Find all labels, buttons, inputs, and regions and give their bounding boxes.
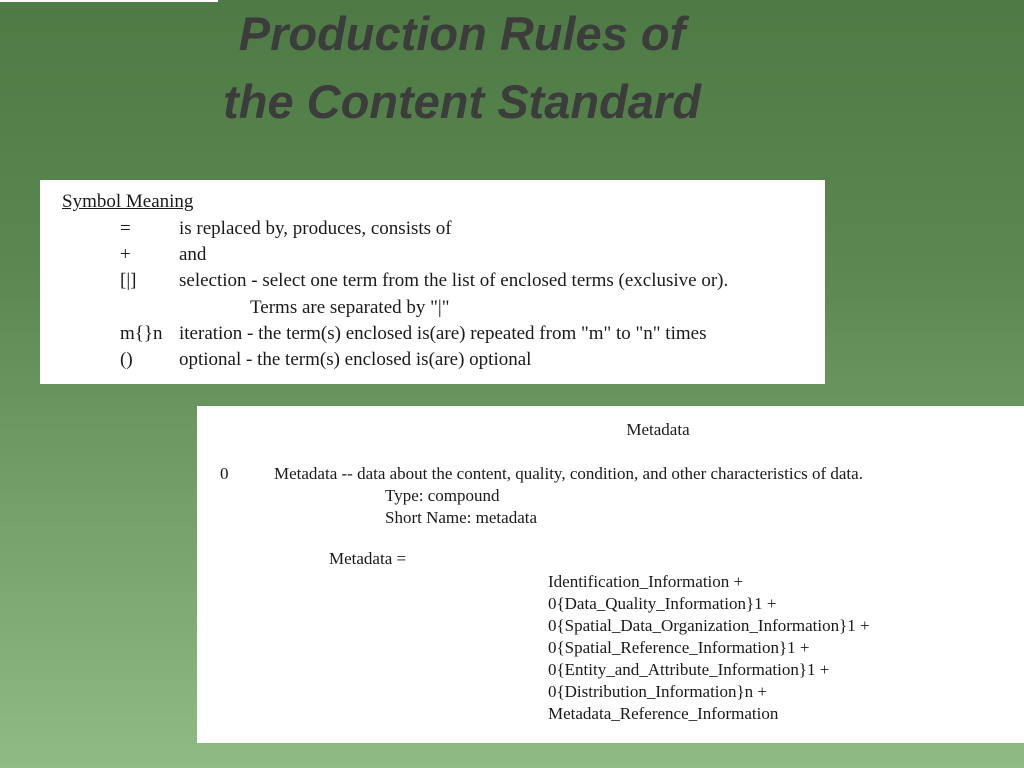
slide-title-line-2: the Content Standard bbox=[223, 75, 701, 128]
symbol-glyph: () bbox=[120, 349, 133, 370]
symbol-meaning-text: and bbox=[179, 244, 207, 265]
metadata-component-line: 0{Spatial_Data_Organization_Information}1 + bbox=[548, 616, 870, 635]
metadata-definition-text: Metadata -- data about the content, quality, condition, and other characteristics of data. bbox=[274, 464, 863, 483]
symbol-meaning-panel bbox=[40, 180, 825, 384]
symbol-glyph: + bbox=[120, 244, 131, 265]
metadata-component-line: 0{Spatial_Reference_Information}1 + bbox=[548, 638, 810, 657]
metadata-component-line: 0{Distribution_Information}n + bbox=[548, 682, 768, 701]
symbol-meaning-text: optional - the term(s) enclosed is(are) optional bbox=[179, 349, 532, 370]
metadata-component-line: 0{Entity_and_Attribute_Information}1 + bbox=[548, 660, 830, 679]
symbol-glyph: = bbox=[120, 218, 131, 239]
metadata-heading: Metadata bbox=[626, 420, 690, 439]
metadata-short-name-text: Short Name: metadata bbox=[385, 508, 538, 527]
slide-title-line-1: Production Rules of bbox=[238, 7, 686, 60]
metadata-element-number: 0 bbox=[220, 464, 229, 483]
symbol-glyph: [|] bbox=[120, 270, 137, 291]
symbol-meaning-text: iteration - the term(s) enclosed is(are) repeated from "m" to "n" times bbox=[179, 323, 707, 344]
selection-continuation-text: Terms are separated by "|" bbox=[250, 297, 450, 318]
metadata-equation-label: Metadata = bbox=[329, 549, 407, 568]
metadata-component-line: Identification_Information + bbox=[548, 572, 744, 591]
metadata-type-text: Type: compound bbox=[385, 486, 500, 505]
metadata-component-line: Metadata_Reference_Information bbox=[548, 704, 779, 723]
symbol-meaning-text: selection - select one term from the list of enclosed terms (exclusive or). bbox=[179, 270, 729, 291]
symbol-glyph: m{}n bbox=[120, 323, 163, 344]
symbol-meaning-text: is replaced by, produces, consists of bbox=[179, 218, 452, 239]
metadata-definition-panel bbox=[197, 406, 1024, 743]
metadata-component-line: 0{Data_Quality_Information}1 + bbox=[548, 594, 777, 613]
symbol-meaning-header: Symbol Meaning bbox=[62, 191, 194, 212]
slide-title bbox=[0, 0, 924, 136]
